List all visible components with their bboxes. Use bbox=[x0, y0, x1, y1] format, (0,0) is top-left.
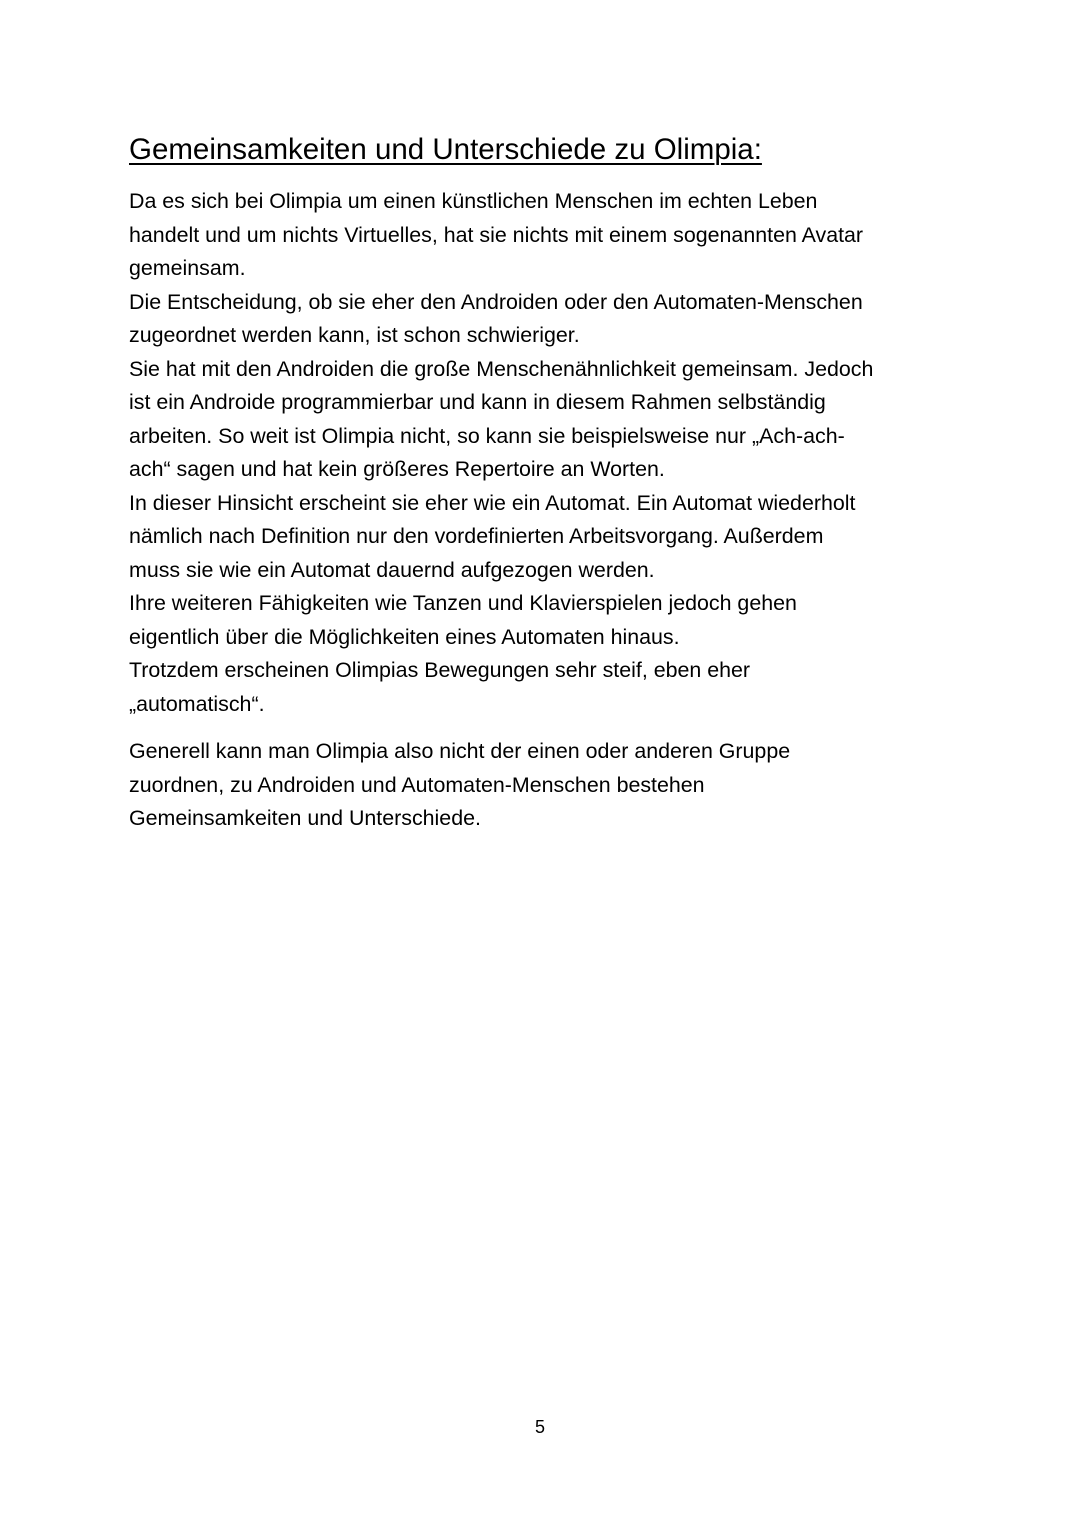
text-line: nämlich nach Definition nur den vordefinierten Arbeitsvorgang. Außerdem bbox=[129, 524, 824, 548]
text-line: In dieser Hinsicht erscheint sie eher wie ein Automat. Ein Automat wiederholt bbox=[129, 490, 856, 515]
text-line: eigentlich über die Möglichkeiten eines Automaten hinaus. bbox=[129, 624, 680, 649]
text-line: muss sie wie ein Automat dauernd aufgezogen werden. bbox=[129, 557, 655, 582]
text-line: ach“ sagen und hat kein größeres Repertoire an Worten. bbox=[129, 457, 665, 481]
paragraph-1 bbox=[129, 185, 969, 721]
text-line: zuordnen, zu Androiden und Automaten-Menschen bestehen bbox=[129, 772, 705, 797]
text-line: Da es sich bei Olimpia um einen künstlichen Menschen im echten Leben bbox=[129, 189, 818, 213]
text-line: ist ein Androide programmierbar und kann in diesem Rahmen selbständig bbox=[129, 390, 826, 414]
section-heading: Gemeinsamkeiten und Unterschiede zu Olimpia: bbox=[129, 133, 762, 166]
text-line: Ihre weiteren Fähigkeiten wie Tanzen und Klavierspielen jedoch gehen bbox=[129, 591, 797, 615]
text-line: handelt und um nichts Virtuelles, hat sie nichts mit einem sogenannten Avatar bbox=[129, 222, 864, 247]
text-line: zugeordnet werden kann, ist schon schwieriger. bbox=[129, 323, 580, 347]
text-line: Sie hat mit den Androiden die große Menschenähnlichkeit gemeinsam. Jedoch bbox=[129, 356, 874, 381]
text-line: Gemeinsamkeiten und Unterschiede. bbox=[129, 806, 481, 830]
paragraph-2 bbox=[129, 735, 969, 836]
text-line: gemeinsam. bbox=[129, 256, 246, 280]
text-line: arbeiten. So weit ist Olimpia nicht, so kann sie beispielsweise nur „Ach-ach- bbox=[129, 423, 845, 448]
text-line: Die Entscheidung, ob sie eher den Androiden oder den Automaten-Menschen bbox=[129, 289, 863, 314]
text-line: Generell kann man Olimpia also nicht der einen oder anderen Gruppe bbox=[129, 739, 791, 763]
text-line: Trotzdem erscheinen Olimpias Bewegungen sehr steif, eben eher bbox=[129, 658, 751, 682]
text-line: „automatisch“. bbox=[129, 691, 265, 716]
page-number: 5 bbox=[534, 1417, 545, 1437]
